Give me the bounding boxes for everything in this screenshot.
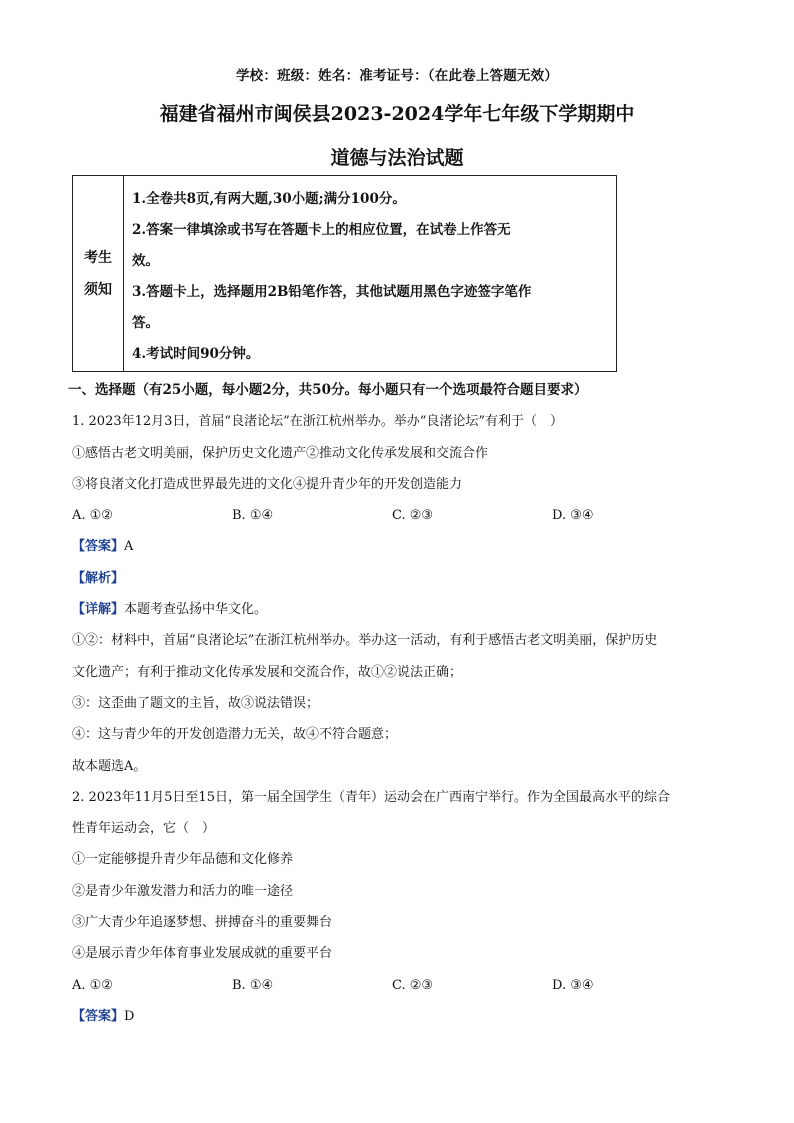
- question-2-statement: ③广大青少年追逐梦想、拼搏奋斗的重要舞台: [72, 915, 333, 931]
- option-d: D. ③④: [552, 977, 594, 993]
- notice-items: [124, 176, 616, 371]
- notice-label-line2: 须知: [84, 281, 112, 298]
- question-2-statement: ④是展示青少年体育事业发展成就的重要平台: [72, 946, 333, 962]
- question-1-analysis: [72, 563, 732, 594]
- option-b: B. ①④: [232, 977, 274, 993]
- option-a: A. ①②: [72, 508, 113, 524]
- section-heading: 一、选择题（有25小题，每小题2分，共50分。每小题只有一个选项最符合题目要求）: [68, 382, 588, 398]
- exam-title: 福建省福州市闽侯县2023-2024学年七年级下学期期中: [159, 103, 635, 125]
- option-b: B. ①④: [232, 508, 274, 524]
- detail-line: 文化遗产；有利于推动文化传承发展和交流合作，故①②说法正确；: [72, 664, 463, 680]
- answer-value: D: [124, 1008, 135, 1024]
- detail-line: ③：这歪曲了题文的主旨，故③说法错误；: [72, 695, 320, 711]
- analysis-tag: 【解析】: [72, 570, 125, 586]
- notice-item: 效。: [132, 253, 159, 269]
- answer-value: A: [124, 539, 134, 555]
- question-2-stem-cont: 性青年运动会，它（ ）: [72, 821, 216, 837]
- detail-line: 故本题选A。: [72, 758, 147, 774]
- question-1-detail: [72, 594, 732, 625]
- exam-content: [68, 375, 732, 1032]
- detail-line: ①②：材料中，首届“良渚论坛”在浙江杭州举办。举办这一活动，有利于感悟古老文明美丽，保护历史: [72, 633, 658, 649]
- question-2-options: [72, 970, 732, 1001]
- question-2-answer: [72, 1001, 732, 1032]
- notice-item: 3.答题卡上，选择题用2B铅笔作答，其他试题用黑色字迹签字笔作: [132, 284, 532, 300]
- detail-lead: 本题考查弘扬中华文化。: [124, 602, 268, 618]
- answer-tag: 【答案】: [72, 539, 125, 555]
- question-1-stem: 1. 2023年12月3日，首届“良渚论坛”在浙江杭州举办。举办“良渚论坛”有利于（ ）: [72, 414, 564, 430]
- notice-item: 2.答案一律填涂或书写在答题卡上的相应位置，在试卷上作答无: [132, 222, 511, 238]
- detail-tag: 【详解】: [72, 602, 125, 618]
- notice-label-line1: 考生: [84, 249, 112, 266]
- question-1-statement: ③将良渚文化打造成世界最先进的文化④提升青少年的开发创造能力: [72, 476, 463, 492]
- notice-item: 答。: [132, 315, 159, 331]
- option-d: D. ③④: [552, 508, 594, 524]
- question-2-stem: 2. 2023年11月5日至15日，第一届全国学生（青年）运动会在广西南宁举行。作为全国最高水平的综合: [72, 789, 670, 805]
- option-c: C. ②③: [392, 508, 434, 524]
- question-1-statement: ①感悟古老文明美丽，保护历史文化遗产②推动文化传承发展和交流合作: [72, 445, 489, 461]
- option-a: A. ①②: [72, 977, 113, 993]
- candidate-notice-box: [72, 175, 617, 372]
- notice-item: 1.全卷共8页,有两大题,30小题;满分100分。: [132, 191, 406, 207]
- notice-item: 4.考试时间90分钟。: [132, 346, 260, 362]
- answer-tag: 【答案】: [72, 1008, 125, 1024]
- question-1-options: [72, 500, 732, 531]
- exam-subject-title: 道德与法治试题: [330, 147, 464, 169]
- question-2-statement: ①一定能够提升青少年品德和文化修养: [72, 852, 294, 868]
- question-1-answer: [72, 531, 732, 562]
- detail-line: ④：这与青少年的开发创造潜力无关，故④不符合题意；: [72, 727, 398, 743]
- question-2-statement: ②是青少年激发潜力和活力的唯一途径: [72, 883, 294, 899]
- student-info-line: 学校：班级：姓名：准考证号：（在此卷上答题无效）: [235, 68, 559, 84]
- notice-label: [73, 176, 124, 371]
- option-c: C. ②③: [392, 977, 434, 993]
